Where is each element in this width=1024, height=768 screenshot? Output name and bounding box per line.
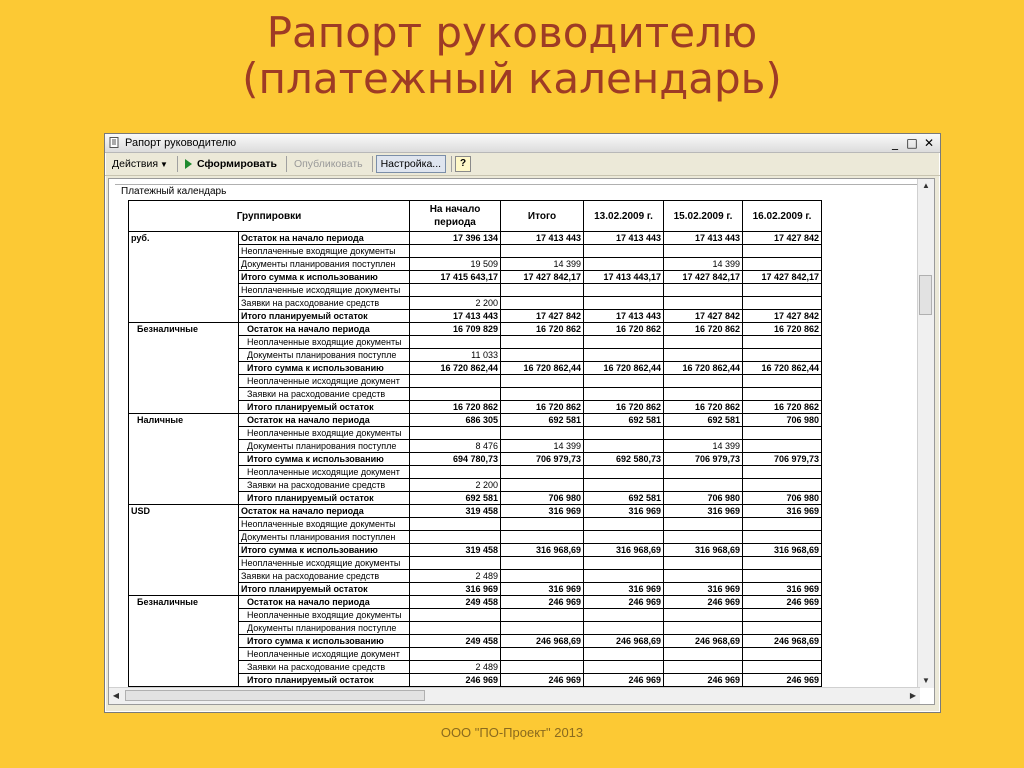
vertical-scroll-thumb[interactable] [919,275,932,315]
value-cell [584,531,664,544]
row-label: Итого сумма к использованию [239,635,410,648]
row-label: Документы планирования поступле [239,349,410,362]
value-cell: 246 969 [501,674,584,687]
value-cell: 246 969 [584,674,664,687]
value-cell [501,609,584,622]
row-label: Итого планируемый остаток [239,492,410,505]
value-cell: 8 476 [410,440,501,453]
value-cell [584,375,664,388]
value-cell [664,336,743,349]
value-cell [584,440,664,453]
value-cell [410,531,501,544]
value-cell: 316 969 [584,583,664,596]
value-cell [664,609,743,622]
value-cell [664,648,743,661]
table-row [129,596,822,609]
value-cell: 17 413 443 [584,232,664,245]
value-cell: 14 399 [664,258,743,271]
value-cell: 246 969 [410,674,501,687]
run-button[interactable] [181,156,281,172]
value-cell [584,557,664,570]
value-cell [743,622,822,635]
value-cell [501,570,584,583]
report-window [104,133,941,713]
value-cell [584,518,664,531]
row-label: Итого планируемый остаток [239,310,410,323]
value-cell: 246 969 [743,674,822,687]
value-cell [501,648,584,661]
value-cell [584,661,664,674]
value-cell [410,245,501,258]
header-total: Итого [501,201,584,232]
row-label: Остаток на начало периода [239,232,410,245]
chevron-down-icon: ▼ [160,160,168,169]
row-label: Итого сумма к использованию [239,453,410,466]
value-cell [410,375,501,388]
value-cell: 249 458 [410,635,501,648]
value-cell [664,531,743,544]
value-cell: 16 720 862 [501,323,584,336]
value-cell [664,245,743,258]
value-cell [410,466,501,479]
help-button[interactable]: ? [455,156,471,172]
value-cell: 319 458 [410,544,501,557]
value-cell [743,375,822,388]
scroll-left-icon[interactable]: ◀ [112,691,120,700]
value-cell: 319 458 [410,505,501,518]
value-cell [501,427,584,440]
value-cell [501,336,584,349]
value-cell: 316 968,69 [501,544,584,557]
value-cell: 316 969 [743,583,822,596]
value-cell [584,336,664,349]
actions-menu-label: Действия [112,158,159,170]
report-title: Платежный календарь [121,186,227,197]
value-cell [410,648,501,661]
value-cell: 316 968,69 [743,544,822,557]
value-cell: 316 969 [410,583,501,596]
value-cell [501,466,584,479]
row-label: Остаток на начало периода [239,596,410,609]
window-titlebar[interactable] [105,134,940,153]
value-cell: 14 399 [501,258,584,271]
value-cell: 316 969 [584,505,664,518]
value-cell [664,661,743,674]
value-cell [584,609,664,622]
vertical-scrollbar[interactable] [917,179,934,688]
row-label: Заявки на расходование средств [239,661,410,674]
value-cell [584,570,664,583]
horizontal-scrollbar[interactable] [109,687,920,704]
value-cell [743,336,822,349]
value-cell [410,427,501,440]
value-cell: 16 720 862,44 [410,362,501,375]
value-cell [410,388,501,401]
row-label: Заявки на расходование средств [239,297,410,310]
value-cell: 14 399 [664,440,743,453]
value-cell [584,427,664,440]
value-cell: 246 968,69 [743,635,822,648]
value-cell [664,297,743,310]
value-cell: 692 581 [501,414,584,427]
toolbar-separator [286,156,287,172]
toolbar-separator [177,156,178,172]
document-icon [109,137,120,149]
close-button[interactable]: ✕ [923,136,935,150]
value-cell: 316 969 [501,505,584,518]
value-cell [743,479,822,492]
value-cell [584,466,664,479]
row-label: Остаток на начало периода [239,505,410,518]
value-cell: 16 720 862 [584,323,664,336]
value-cell: 2 200 [410,297,501,310]
value-cell [501,297,584,310]
group-label: Безналичные [129,323,239,414]
group-label: Наличные [129,414,239,505]
value-cell [410,622,501,635]
report-table-body [129,232,822,687]
value-cell [743,427,822,440]
value-cell [743,531,822,544]
value-cell [743,245,822,258]
value-cell: 316 968,69 [584,544,664,557]
value-cell: 17 427 842 [664,310,743,323]
actions-menu[interactable] [108,156,172,172]
value-cell: 16 720 862 [584,401,664,414]
report-frame [115,184,920,185]
row-label: Документы планирования поступле [239,440,410,453]
row-label: Итого планируемый остаток [239,401,410,414]
value-cell: 246 969 [501,596,584,609]
value-cell [664,466,743,479]
value-cell [743,466,822,479]
value-cell [743,609,822,622]
value-cell: 249 458 [410,596,501,609]
row-label: Заявки на расходование средств [239,570,410,583]
value-cell [584,258,664,271]
value-cell: 692 581 [410,492,501,505]
value-cell [664,570,743,583]
value-cell: 17 413 443 [664,232,743,245]
value-cell [410,336,501,349]
value-cell: 17 427 842,17 [664,271,743,284]
value-cell [743,258,822,271]
value-cell: 19 509 [410,258,501,271]
row-label: Неоплаченные входящие документы [239,609,410,622]
settings-button[interactable]: Настройка... [376,155,446,173]
value-cell: 316 969 [743,505,822,518]
toolbar-separator [451,156,452,172]
value-cell [743,349,822,362]
value-cell [501,375,584,388]
value-cell [743,570,822,583]
value-cell [501,557,584,570]
header-date-3: 16.02.2009 г. [743,201,822,232]
value-cell: 692 580,73 [584,453,664,466]
value-cell: 316 969 [501,583,584,596]
header-date-2: 15.02.2009 г. [664,201,743,232]
value-cell: 2 200 [410,479,501,492]
value-cell [664,518,743,531]
value-cell: 17 427 842,17 [501,271,584,284]
value-cell: 246 969 [743,596,822,609]
table-header-row [129,201,822,232]
row-label: Неоплаченные исходящие документы [239,557,410,570]
value-cell: 16 720 862 [501,401,584,414]
value-cell: 246 968,69 [584,635,664,648]
header-date-1: 13.02.2009 г. [584,201,664,232]
value-cell: 706 980 [743,492,822,505]
value-cell [584,245,664,258]
row-label: Неоплаченные входящие документы [239,245,410,258]
value-cell [584,284,664,297]
value-cell [743,440,822,453]
value-cell: 16 720 862 [743,401,822,414]
value-cell: 686 305 [410,414,501,427]
value-cell [743,297,822,310]
row-label: Неоплаченные входящие документы [239,518,410,531]
value-cell [664,284,743,297]
value-cell: 16 720 862,44 [743,362,822,375]
value-cell: 706 979,73 [664,453,743,466]
value-cell [584,388,664,401]
value-cell: 316 969 [664,583,743,596]
toolbar-separator [372,156,373,172]
value-cell [584,648,664,661]
value-cell [501,245,584,258]
value-cell: 16 720 862,44 [664,362,743,375]
value-cell [743,661,822,674]
row-label: Итого сумма к использованию [239,544,410,557]
value-cell [664,557,743,570]
value-cell: 17 413 443,17 [584,271,664,284]
row-label: Заявки на расходование средств [239,479,410,492]
horizontal-scroll-thumb[interactable] [125,690,425,701]
value-cell [664,375,743,388]
header-group: Группировки [129,201,410,232]
value-cell [501,284,584,297]
value-cell: 246 969 [664,674,743,687]
value-cell: 16 720 862,44 [584,362,664,375]
value-cell [410,609,501,622]
value-cell: 316 968,69 [664,544,743,557]
row-label: Остаток на начало периода [239,414,410,427]
slide-footer: ООО "ПО-Проект" 2013 [440,725,584,740]
value-cell [743,557,822,570]
value-cell: 706 979,73 [501,453,584,466]
row-label: Неоплаченные входящие документы [239,427,410,440]
value-cell: 16 720 862 [410,401,501,414]
table-row [129,232,822,245]
table-row [129,414,822,427]
value-cell: 16 720 862 [664,323,743,336]
value-cell [410,557,501,570]
value-cell: 316 969 [664,505,743,518]
run-button-label: Сформировать [196,158,277,170]
value-cell: 692 581 [584,492,664,505]
value-cell: 246 968,69 [664,635,743,648]
row-label: Неоплаченные входящие документы [239,336,410,349]
value-cell: 16 720 862 [664,401,743,414]
value-cell [501,518,584,531]
row-label: Остаток на начало периода [239,323,410,336]
table-row [129,323,822,336]
maximize-button[interactable]: □ [906,136,918,150]
value-cell: 246 968,69 [501,635,584,648]
row-label: Итого сумма к использованию [239,271,410,284]
value-cell: 17 427 842 [743,310,822,323]
group-label: Безналичные [129,596,239,687]
value-cell: 2 489 [410,570,501,583]
row-label: Итого планируемый остаток [239,583,410,596]
minimize-button[interactable]: _ [892,136,898,150]
table-row [129,505,822,518]
value-cell [664,479,743,492]
value-cell: 17 427 842 [743,232,822,245]
report-table [128,200,822,687]
publish-button[interactable]: Опубликовать [293,158,363,170]
value-cell [743,388,822,401]
value-cell [501,349,584,362]
value-cell [501,622,584,635]
value-cell [664,622,743,635]
value-cell: 246 969 [584,596,664,609]
value-cell: 16 720 862,44 [501,362,584,375]
value-cell: 16 709 829 [410,323,501,336]
slide-title-line1: Рапорт руководителю [266,8,758,57]
value-cell: 17 427 842,17 [743,271,822,284]
value-cell: 17 413 443 [410,310,501,323]
value-cell [584,297,664,310]
toolbar [105,153,940,176]
value-cell [410,284,501,297]
row-label: Итого сумма к использованию [239,362,410,375]
value-cell: 692 581 [664,414,743,427]
value-cell: 2 489 [410,661,501,674]
value-cell [664,349,743,362]
value-cell: 692 581 [584,414,664,427]
slide-title-line2: (платежный календарь) [242,54,782,103]
value-cell: 706 980 [664,492,743,505]
row-label: Документы планирования поступле [239,622,410,635]
value-cell: 17 396 134 [410,232,501,245]
value-cell [501,661,584,674]
value-cell [664,427,743,440]
value-cell [664,388,743,401]
window-title: Рапорт руководителю [125,137,237,149]
scroll-down-icon[interactable]: ▼ [922,676,930,685]
value-cell [501,388,584,401]
value-cell: 706 979,73 [743,453,822,466]
value-cell [743,284,822,297]
value-cell [410,518,501,531]
scroll-up-icon[interactable]: ▲ [922,181,930,190]
value-cell: 14 399 [501,440,584,453]
value-cell [743,648,822,661]
value-cell [501,479,584,492]
value-cell: 246 969 [664,596,743,609]
row-label: Неоплаченные исходящие документ [239,466,410,479]
value-cell: 706 980 [743,414,822,427]
value-cell: 17 427 842 [501,310,584,323]
value-cell: 11 033 [410,349,501,362]
group-label: USD [129,505,239,596]
row-label: Заявки на расходование средств [239,388,410,401]
row-label: Неоплаченные исходящие документ [239,648,410,661]
value-cell: 706 980 [501,492,584,505]
row-label: Неоплаченные исходящие документы [239,284,410,297]
value-cell: 17 413 443 [584,310,664,323]
value-cell: 17 415 643,17 [410,271,501,284]
row-label: Документы планирования поступлен [239,258,410,271]
group-label: руб. [129,232,239,323]
play-icon [185,159,192,169]
row-label: Итого планируемый остаток [239,674,410,687]
scroll-right-icon[interactable]: ▶ [909,691,917,700]
row-label: Документы планирования поступлен [239,531,410,544]
row-label: Неоплаченные исходящие документ [239,375,410,388]
value-cell [584,349,664,362]
value-cell [584,479,664,492]
value-cell [501,531,584,544]
value-cell [743,518,822,531]
value-cell: 16 720 862 [743,323,822,336]
value-cell [584,622,664,635]
value-cell: 694 780,73 [410,453,501,466]
value-cell: 17 413 443 [501,232,584,245]
header-start: На начало периода [410,201,501,232]
slide-title [0,10,1024,102]
report-area [108,178,935,705]
